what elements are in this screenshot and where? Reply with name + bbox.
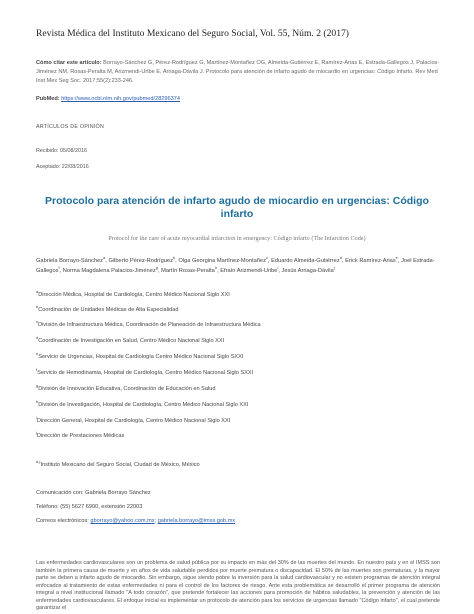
affiliation: $^e$Servicio de Urgencias, Hospital de Cardiología Centro Médico Nacional Siglo SXXI — [36, 351, 244, 360]
journal-header: Revista Médica del Instituto Mexicano del Seguro Social, Vol. 55, Núm. 2 (2017) — [36, 28, 349, 39]
author: Norma Magdalena Palacios-Jiménez$^g$, — [62, 265, 162, 274]
affiliation: $^i$Dirección General, Hospital de Cardiología, Centro Médico Nacional Siglo XXI — [36, 415, 231, 424]
article-subtitle: Protocol for the care of acute myocardial infarction in emergency: Código infarto (The Infarction Code) — [108, 235, 366, 242]
section-label: ARTÍCULOS DE OPINIÓN — [36, 124, 105, 130]
affiliation: $^d$Coordinación de Investigación en Salud, Centro Médico Nacional Siglo XXI — [36, 335, 225, 344]
contact-name: Comunicación con: Gabriela Borrayo Sánchez — [36, 490, 151, 496]
affiliation: $^g$División de Innovación Educativa, Coordinación de Educación en Salud — [36, 383, 216, 392]
author: Joel Estrada-Gallegos$^f$, — [36, 258, 435, 274]
affiliation: $^a$Dirección Médica, Hospital de Cardiología, Centro Médico Nacional Siglo XXI — [36, 289, 230, 298]
author: Erick Ramírez-Arias$^e$, — [345, 255, 402, 264]
received-date: Recibido: 05/08/2016 — [36, 148, 87, 154]
affiliation: $^j$Dirección de Prestaciones Médicas — [36, 430, 125, 439]
email-link[interactable]: gabriela.borrayo@imss.gob.mx — [157, 518, 236, 524]
pubmed-link[interactable]: https://www.ncbi.nlm.nih.gov/pubmed/28296374 — [61, 96, 180, 102]
author: Gilberto Pérez-Rodríguez$^b$, — [108, 255, 179, 264]
pubmed-label: PubMed: — [36, 96, 60, 102]
author: Olga Georgina Martínez-Montañez$^c$, — [178, 255, 272, 264]
contact-emails — [36, 518, 235, 524]
author: Martín Rosas-Peralta$^h$, — [161, 265, 221, 274]
accepted-date: Aceptado: 22/08/2016 — [36, 164, 89, 170]
affiliation: $^f$Servicio de Hemodinamia, Hospital de Cardiología, Centro Médico Nacional Siglo SXXI — [36, 367, 254, 376]
author: Gabriela Borrayo-Sánchez$^a$, — [36, 255, 109, 264]
author: Efraín Arizmendi-Uribe$^i$, — [220, 265, 282, 274]
article-title: Protocolo para atención de infarto agudo de miocardio en urgencias: Código infarto — [45, 195, 429, 220]
abstract-paragraph: Las enfermedades cardiovasculares son un problema de salud pública por su impacto en más del 30% de las muertes del mundo. En nuestro país y en el IMSS son también la primera causa de muerte y en años de vida saludable perdidos por muerte prematura o discapacidad. El 50% de las muertes son prematuras, y la mayor parte se deben a infarto agudo de miocardio. Sin embargo, sigue siendo pobre la inversión para la salud cardiovascular y no existen programas de atención integral enfocados al tratamiento de estas enfermedades ni para el control de los factores de riesgo. Ante esta problemática se desarrolló el primer programa de atención integral a nivel institucional llamado "A todo corazón", que pretende fortalecer las acciones para promoción de hábitos saludables, la prevención y atención de las enfermedades cardiovasculares. El enfoque inicial es implementar un protocolo de atención para los servicios de urgencias llamado "Código infarto", el cual pretende garantizar el — [36, 560, 440, 611]
affiliation: $^h$División de Investigación, Hospital de Cardiología, Centro Médico Nacional Siglo XXI — [36, 399, 249, 408]
contact-phone: Teléfono: (55) 5627 6900, extensión 22003 — [36, 504, 143, 510]
email-label: Correos electrónicos: — [36, 518, 89, 524]
email-link[interactable]: gborrayo@yahoo.com.mx — [90, 518, 155, 524]
citation-label: Cómo citar este artículo: — [36, 60, 102, 66]
author: Jesús Arriaga-Dávila$^j$ — [281, 265, 335, 274]
pubmed-line — [36, 96, 180, 102]
affiliation: $^b$Coordinación de Unidades Médicas de Alta Especialidad — [36, 304, 179, 313]
citation-text: Borrayo-Sánchez G, Pérez-Rodríguez G, Martínez-Montañez OG, Almeida-Gutiérrez E, Ramírez-Arias E, Estrada-Gallegos J, Palacios-Jiménez NM, Rosas-Peralta M, Arizmendi-Uribe E, Arriaga-Dávila J. Protocolo para atención de infarto agudo de miocardio en urgencias: Código Infarto. Rev Med Inst Mex Seg Soc. 2017;55(2):233-246. — [36, 60, 440, 84]
author-list — [36, 256, 440, 276]
affiliation: $^c$División de Infraestructura Médica, Coordinación de Planeación de Infraestructura Médica — [36, 319, 261, 328]
author: Eduardo Almeida-Gutiérrez$^d$, — [271, 255, 346, 264]
citation-block — [36, 59, 440, 86]
email-separator: ; — [154, 518, 157, 524]
institution: $^{a-j}$Instituto Mexicano del Seguro Social, Ciudad de México, México — [36, 459, 200, 468]
